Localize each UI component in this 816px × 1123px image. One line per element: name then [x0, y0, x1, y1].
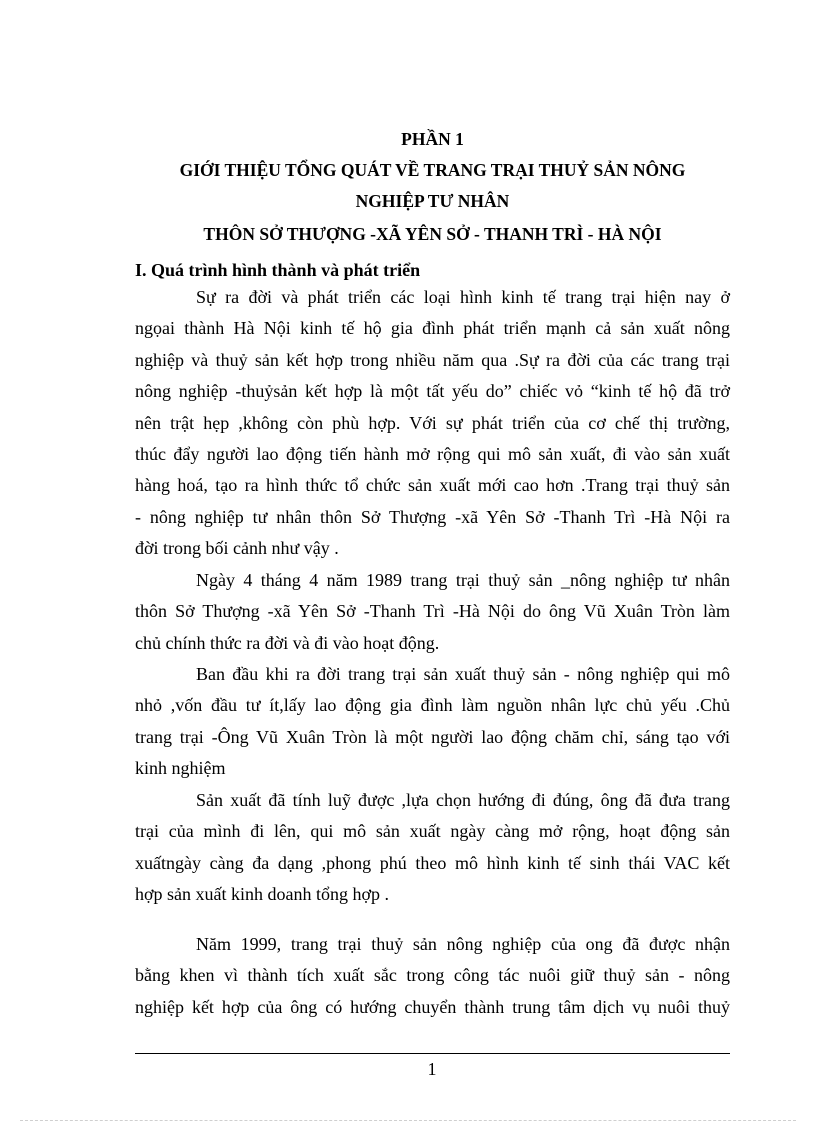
paragraph-line: nghiệp kết hợp của ông có hướng chuyển thành trung tâm dịch vụ nuôi thuỷ — [135, 996, 730, 1017]
paragraph-line: thôn Sở Thượng -xã Yên Sở -Thanh Trì -Hà Nội do ông Vũ Xuân Tròn làm — [135, 601, 730, 622]
title-line-3: THÔN SỞ THƯỢNG -XÃ YÊN SỞ - THANH TRÌ - HÀ NỘI — [203, 224, 662, 244]
paragraph-line: hợp sản xuất kinh doanh tổng hợp . — [135, 884, 390, 905]
paragraph-line: ngọai thành Hà Nội kinh tế hộ gia đình phát triển mạnh cả sản xuất nông — [135, 318, 730, 339]
paragraph-line: Năm 1999, trang trại thuỷ sản nông nghiệp của ong đã được nhận — [196, 934, 730, 954]
paragraph-1 — [135, 282, 730, 565]
paragraph-line: - nông nghiệp tư nhân thôn Sở Thượng -xã Yên Sở -Thanh Trì -Hà Nội ra — [135, 506, 730, 527]
title-line-1: GIỚI THIỆU TỔNG QUÁT VỀ TRANG TRẠI THUỶ SẢN NÔNG — [179, 160, 686, 180]
paragraph-line: Ban đầu khi ra đời trang trại sản xuất thuỷ sản - nông nghiệp qui mô — [196, 664, 730, 684]
paragraph-line: thúc đẩy người lao động tiến hành mở rộng qui mô sản xuất, đi vào sản xuất — [135, 443, 730, 464]
paragraph-line: bằng khen vì thành tích xuất sắc trong công tác nuôi giữ thuỷ sản - nông — [135, 965, 730, 986]
page-edge-divider — [20, 1120, 796, 1121]
paragraph-line: kinh nghiệm — [135, 758, 226, 779]
paragraph-line: Ngày 4 tháng 4 năm 1989 trang trại thuỷ sản _nông nghiệp tư nhân — [196, 570, 730, 590]
paragraph-line: xuấtngày càng đa dạng ,phong phú theo mô hình kinh tế sinh thái VAC kết — [135, 852, 730, 873]
paragraph-line: nên trật hẹp ,không còn phù hợp. Với sự phát triển của cơ chế thị trường, — [135, 412, 730, 433]
paragraph-line: hàng hoá, tạo ra hình thức tổ chức sản xuất mới cao hơn .Trang trại thuỷ sản — [135, 475, 730, 496]
paragraph-2 — [135, 565, 730, 659]
paragraph-line: nông nghiệp -thuỷsản kết hợp là một tất yếu do” chiếc vỏ “kinh tế hộ đã trở — [135, 381, 730, 402]
paragraph-line: nghiệp và thuỷ sản kết hợp trong nhiều năm qua .Sự ra đời của các trang trại — [135, 349, 730, 370]
paragraph-4 — [135, 785, 730, 911]
paragraph-line: nhỏ ,vốn đầu tư ít,lấy lao động gia đình làm nguồn nhân lực chủ yếu .Chủ — [135, 695, 730, 716]
page-number: 1 — [427, 1059, 437, 1079]
section-heading: I. Quá trình hình thành và phát triển — [135, 260, 421, 280]
paragraph-3 — [135, 659, 730, 785]
paragraph-5 — [135, 929, 730, 1023]
paragraph-line: đời trong bối cảnh như vậy . — [135, 538, 339, 559]
footer-divider — [135, 1053, 730, 1054]
part-title: PHẦN 1 — [401, 129, 464, 149]
paragraph-line: chủ chính thức ra đời và đi vào hoạt động. — [135, 632, 440, 653]
paragraph-line: trang trại -Ông Vũ Xuân Tròn là một người lao động chăm chỉ, sáng tạo với — [135, 726, 730, 747]
paragraph-line: Sản xuất đã tính luỹ được ,lựa chọn hướng đi đúng, ông đã đưa trang — [196, 790, 730, 810]
paragraph-line: Sự ra đời và phát triển các loại hình kinh tế trang trại hiện nay ở — [196, 287, 730, 307]
title-line-2: NGHIỆP TƯ NHÂN — [355, 191, 510, 211]
paragraph-line: trại của mình đi lên, qui mô sản xuất ngày càng mở rộng, hoạt động sản — [135, 821, 730, 842]
